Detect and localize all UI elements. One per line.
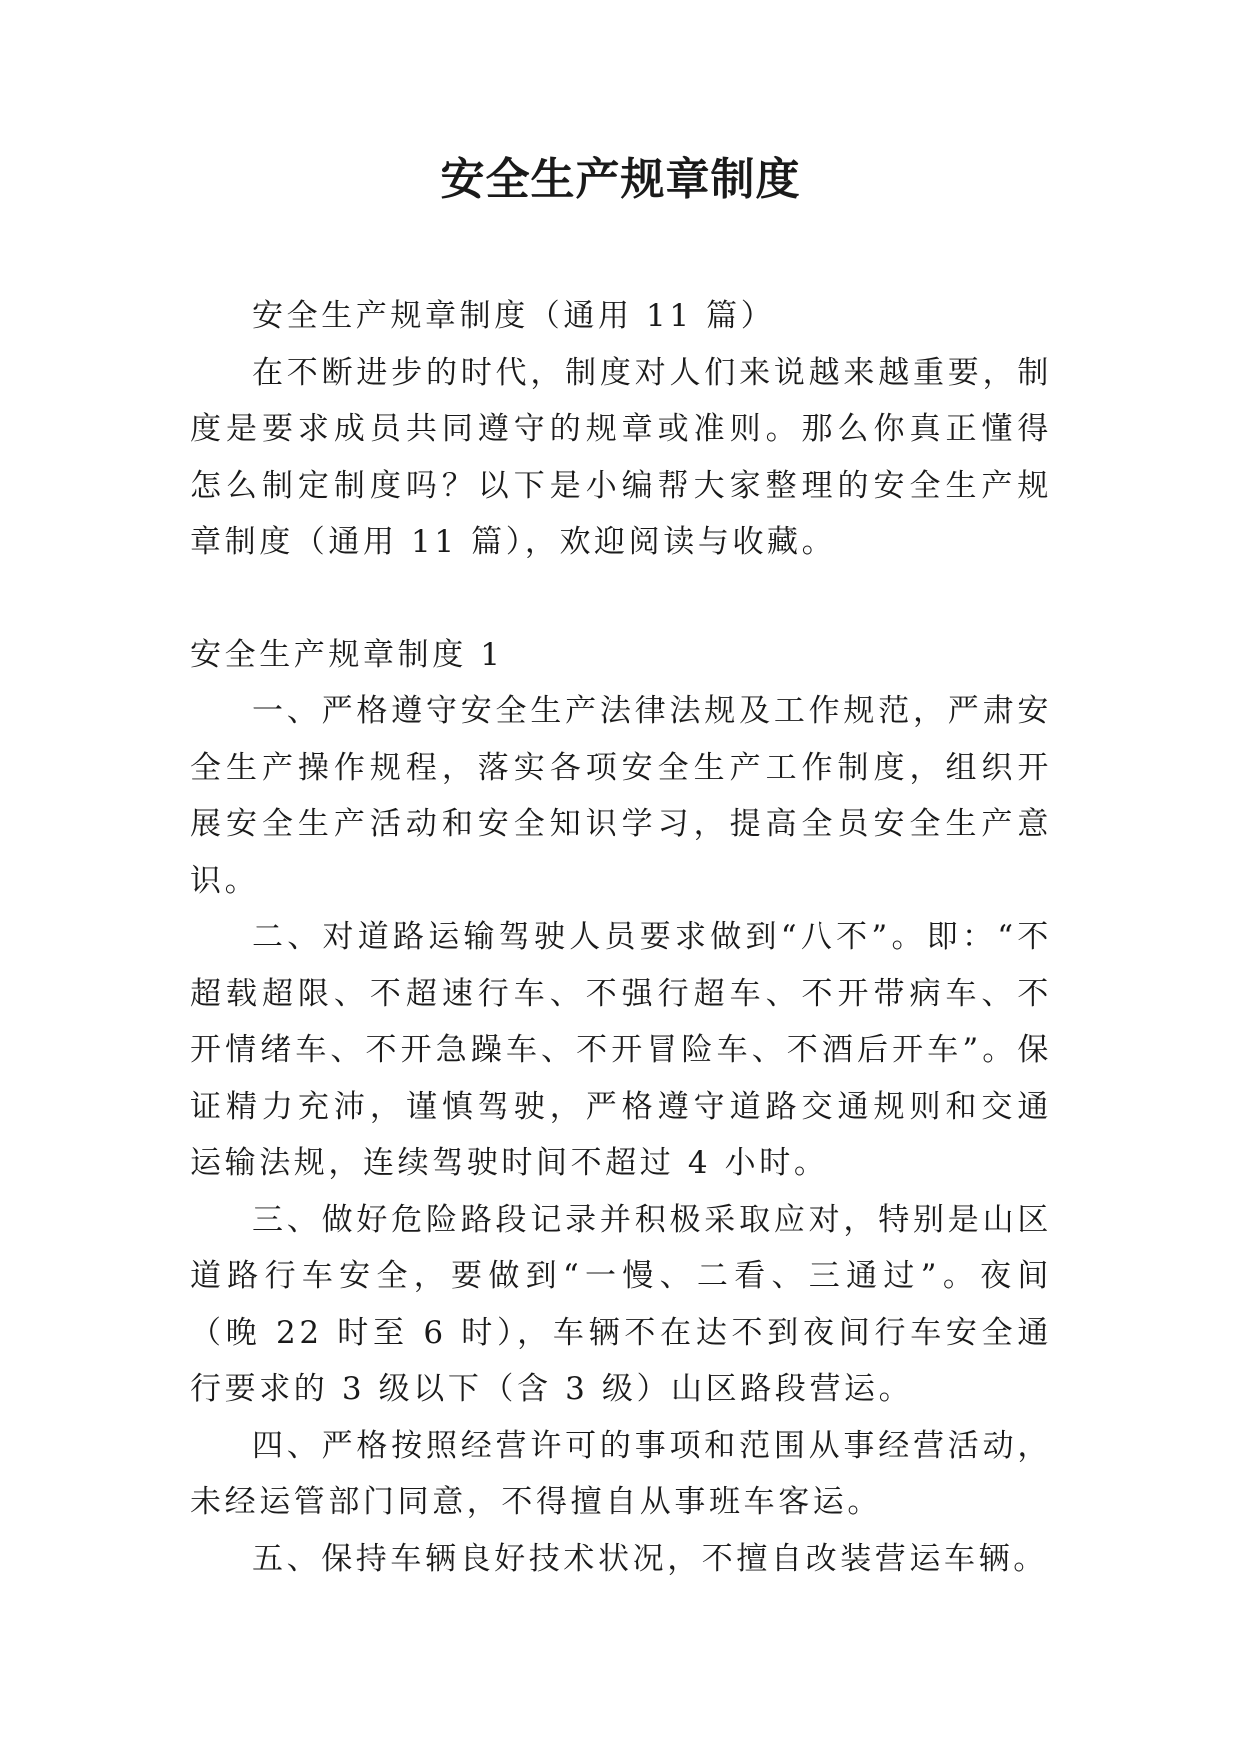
- document-body: [190, 288, 1052, 1587]
- intro-paragraph: 在不断进步的时代，制度对人们来说越来越重要，制度是要求成员共同遵守的规章或准则。那么你真正懂得怎么制定制度吗？以下是小编帮大家整理的安全生产规章制度（通用 11 篇），欢迎阅读与收藏。: [190, 354, 1052, 560]
- section-heading: 安全生产规章制度 1: [190, 636, 504, 673]
- rule-item-5: 五、保持车辆良好技术状况，不擅自改装营运车辆。: [252, 1540, 1048, 1577]
- document-title: 安全生产规章制度: [440, 154, 801, 205]
- paragraph-gap: [190, 571, 1052, 627]
- document-subtitle: 安全生产规章制度（通用 11 篇）: [252, 298, 776, 334]
- rule-item-1: 一、严格遵守安全生产法律法规及工作规范，严肃安全生产操作规程，落实各项安全生产工作制度，组织开展安全生产活动和安全知识学习，提高全员安全生产意识。: [190, 693, 1052, 899]
- rule-item-4: 四、严格按照经营许可的事项和范围从事经营活动，未经运管部门同意，不得擅自从事班车客运。: [190, 1427, 1052, 1520]
- rule-item-2: 二、对道路运输驾驶人员要求做到“八不”。即：“不超载超限、不超速行车、不强行超车、不开带病车、不开情绪车、不开急躁车、不开冒险车、不酒后开车”。保证精力充沛，谨慎驾驶，严格遵守道路交通规则和交通运输法规，连续驾驶时间不超过 4 小时。: [190, 919, 1052, 1181]
- rule-item-3: 三、做好危险路段记录并积极采取应对，特别是山区道路行车安全，要做到“一慢、二看、三通过”。夜间（晚 22 时至 6 时），车辆不在达不到夜间行车安全通行要求的 3 级以下（含 3 级）山区路段营运。: [190, 1201, 1052, 1407]
